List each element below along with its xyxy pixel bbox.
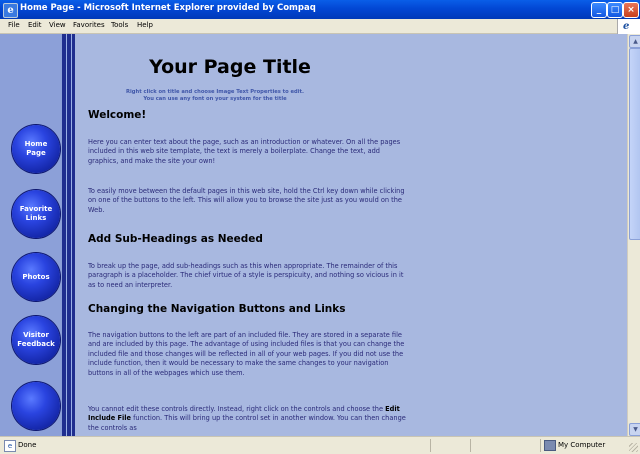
scroll-up-button[interactable]: ▲ [629,35,640,48]
page-icon: e [4,440,16,452]
windows-logo-icon: e [617,19,640,34]
status-text: Done [18,441,37,449]
maximize-button[interactable]: □ [607,2,623,18]
nav-button-label: Visitor Feedback [17,331,55,348]
heading-navigation-buttons: Changing the Navigation Buttons and Links [88,303,346,315]
title-note-line: Right click on title and choose Image Text Properties to edit. [126,89,304,95]
ie-icon: e [3,3,18,18]
menu-favorites[interactable]: Favorites [73,21,105,29]
minimize-button[interactable]: _ [591,2,607,18]
paragraph: Here you can enter text about the page, such as an introduction or whatever. On all the pages included in this web site template, the text is merely a boilerplate. Change the text, add graphics, and make the site your own! [88,138,401,165]
my-computer-icon [544,440,556,451]
status-separator [470,439,471,452]
vertical-scrollbar[interactable] [627,34,640,436]
text-run: You cannot edit these controls directly. Instead, right click on the controls and choose the [88,405,386,413]
page-title: Your Page Title [149,56,311,78]
nav-button-label: Photos [22,272,50,281]
status-separator [430,439,431,452]
close-button[interactable]: × [623,2,639,18]
menu-edit[interactable]: Edit [28,21,42,29]
scroll-thumb[interactable] [629,48,640,240]
nav-button-visitor-feedback[interactable] [12,316,60,364]
menu-tools[interactable]: Tools [111,21,129,29]
title-note [110,89,320,103]
status-bar [0,436,640,454]
heading-sub-headings: Add Sub-Headings as Needed [88,233,263,245]
resize-grip[interactable] [629,443,638,452]
menu-view[interactable]: View [49,21,66,29]
nav-button-home-page[interactable] [12,125,60,173]
menu-file[interactable]: File [8,21,20,29]
nav-stripe [72,34,75,436]
nav-button-favorite-links[interactable] [12,190,60,238]
edit-include-file-text: Edit Include File [88,405,400,423]
menu-bar [0,19,640,34]
status-separator [540,439,541,452]
paragraph: To break up the page, add sub-headings such as this when appropriate. The remainder of this paragraph is a placeholder. The chief virtue of a style is perspicuity, and nothing so vicious in it as to need an interpreter. [88,262,404,289]
paragraph: To easily move between the default pages in this web site, hold the Ctrl key down while clicking on one of the buttons to the left. This will allow you to browse the site just as you would on the Web. [88,187,405,214]
nav-button-blank[interactable] [12,382,60,430]
window-title-bar[interactable] [0,0,640,19]
scroll-down-button[interactable]: ▼ [629,423,640,436]
page-viewport [0,34,627,436]
security-zone: My Computer [558,441,606,449]
title-note-line: You can use any font on your system for the title [143,96,287,102]
paragraph: The navigation buttons to the left are part of an included file. They are stored in a separate file and are included by this page. The advantage of using included files is that you can change the included file and those changes will be reflected in all of your web pages. If you did not use the include function, then it would be necessary to make the same changes to your navigation buttons in all of the webpages which use them. [88,331,405,377]
menu-help[interactable]: Help [137,21,153,29]
heading-welcome: Welcome! [88,109,147,121]
nav-button-label: Home Page [24,140,48,157]
paragraph [88,405,406,433]
window-title: Home Page - Microsoft Internet Explorer provided by Compaq [20,3,316,13]
text-run: function. This will bring up the control set in another window. You can then change the controls as [88,414,406,432]
nav-button-label: Favorite Links [19,205,53,222]
nav-button-photos[interactable] [12,253,60,301]
